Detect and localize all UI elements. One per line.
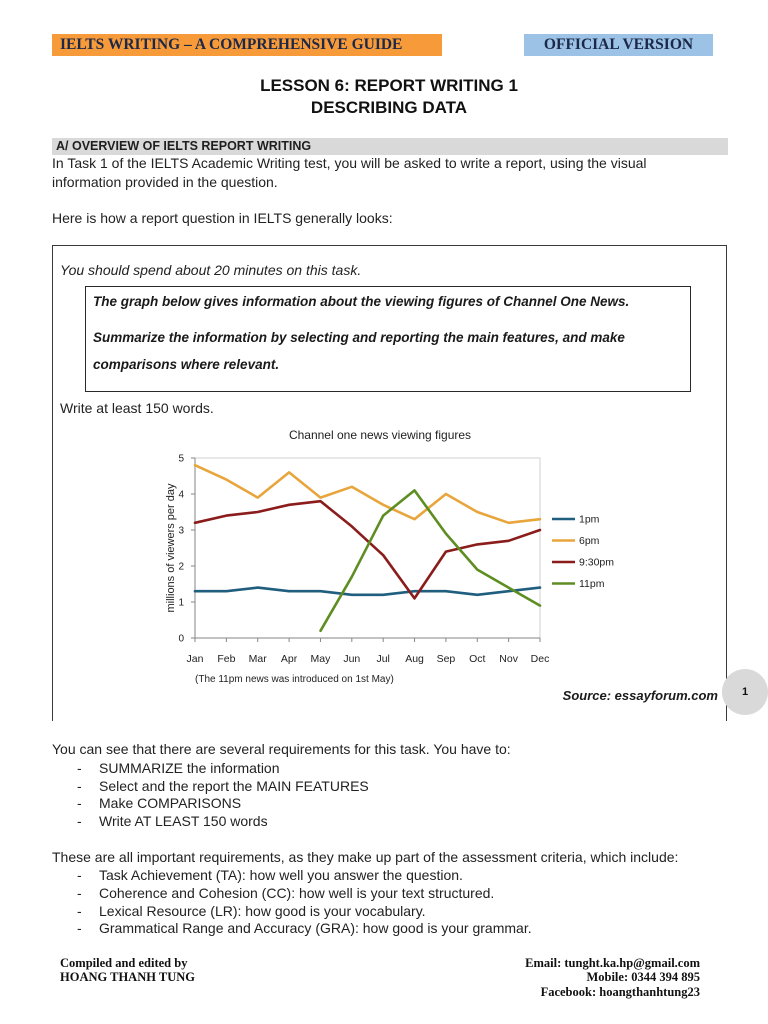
requirements-intro: You can see that there are several requirements for this task. You have to: <box>52 741 511 757</box>
plot-layer <box>178 454 614 666</box>
criteria-item: Task Achievement (TA): how well you answer the question. <box>99 867 463 883</box>
criteria-item: Grammatical Range and Accuracy (GRA): how good is your grammar. <box>99 920 532 936</box>
x-tick-label: Sep <box>436 653 456 665</box>
intro-line: information provided in the question. <box>52 174 278 190</box>
requirement-item: Make COMPARISONS <box>99 795 242 811</box>
legend-label-9-30pm: 9:30pm <box>579 556 615 569</box>
guide-title-banner: IELTS WRITING – A COMPREHENSIVE GUIDE <box>52 34 442 56</box>
x-tick-label: Aug <box>405 653 424 665</box>
intro-line: In Task 1 of the IELTS Academic Writing test, you will be asked to write a report, using the visual <box>52 155 647 171</box>
prompt-line: The graph below gives information about the viewing figures of Channel One News. <box>93 294 630 309</box>
bullet-dash: - <box>77 885 82 901</box>
word-limit-instruction: Write at least 150 words. <box>60 400 214 416</box>
x-tick-label: Oct <box>469 653 486 665</box>
footer-credit-line: Compiled and edited by <box>60 956 188 970</box>
series-line-11pm <box>321 490 541 630</box>
viewing-figures-chart <box>150 420 630 695</box>
requirement-item: Write AT LEAST 150 words <box>99 813 268 829</box>
page-number-badge: 1 <box>722 669 768 715</box>
y-tick-label: 1 <box>178 597 184 609</box>
prompt-line: Summarize the information by selecting and reporting the main features, and make <box>93 330 625 345</box>
legend-label-1pm: 1pm <box>579 513 600 526</box>
criteria-item: Coherence and Cohesion (CC): how well is your text structured. <box>99 885 495 901</box>
footer-author: HOANG THANH TUNG <box>60 970 195 984</box>
x-tick-label: Feb <box>217 653 236 665</box>
x-tick-label: Mar <box>248 653 267 665</box>
x-tick-label: Apr <box>280 653 298 665</box>
lead-in-text: Here is how a report question in IELTS generally looks: <box>52 210 393 226</box>
legend-label-6pm: 6pm <box>579 535 600 547</box>
footer-email: Email: tunght.ka.hp@gmail.com <box>525 956 700 970</box>
chart-note: (The 11pm news was introduced on 1st May) <box>195 674 394 685</box>
prompt-line: comparisons where relevant. <box>93 357 280 372</box>
legend-label-11pm: 11pm <box>579 578 605 590</box>
section-heading: A/ OVERVIEW OF IELTS REPORT WRITING <box>52 138 728 155</box>
bullet-dash: - <box>77 760 82 776</box>
time-instruction: You should spend about 20 minutes on this task. <box>60 262 362 278</box>
y-tick-label: 3 <box>178 525 184 537</box>
lesson-title: LESSON 6: REPORT WRITING 1 <box>260 76 518 95</box>
x-tick-label: Nov <box>499 653 518 665</box>
y-tick-label: 5 <box>178 453 184 465</box>
bullet-dash: - <box>77 920 82 936</box>
bullet-dash: - <box>77 903 82 919</box>
chart-title: Channel one news viewing figures <box>288 428 472 442</box>
series-line-1pm <box>195 588 540 595</box>
criteria-intro: These are all important requirements, as they make up part of the assessment criteria, which include: <box>52 849 679 865</box>
y-axis-label: millions of viewers per day <box>165 483 177 613</box>
footer-facebook: Facebook: hoangthanhtung23 <box>540 985 700 999</box>
criteria-item: Lexical Resource (LR): how good is your vocabulary. <box>99 903 426 919</box>
x-tick-label: May <box>310 653 331 665</box>
y-tick-label: 0 <box>178 633 184 645</box>
requirement-item: SUMMARIZE the information <box>99 760 280 776</box>
bullet-dash: - <box>77 867 82 883</box>
version-banner: OFFICIAL VERSION <box>524 34 713 56</box>
footer-mobile: Mobile: 0344 394 895 <box>586 970 700 984</box>
requirement-item: Select and the report the MAIN FEATURES <box>99 778 369 794</box>
lesson-subtitle: DESCRIBING DATA <box>310 98 468 117</box>
y-tick-label: 4 <box>178 489 184 501</box>
source-credit: Source: essayforum.com <box>562 688 718 703</box>
x-tick-label: Jun <box>343 653 361 665</box>
bullet-dash: - <box>77 813 82 829</box>
x-tick-label: Jul <box>376 653 390 665</box>
x-tick-label: Dec <box>530 653 550 665</box>
bullet-dash: - <box>77 795 82 811</box>
bullet-dash: - <box>77 778 82 794</box>
y-tick-label: 2 <box>178 561 184 573</box>
x-tick-label: Jan <box>186 653 204 665</box>
